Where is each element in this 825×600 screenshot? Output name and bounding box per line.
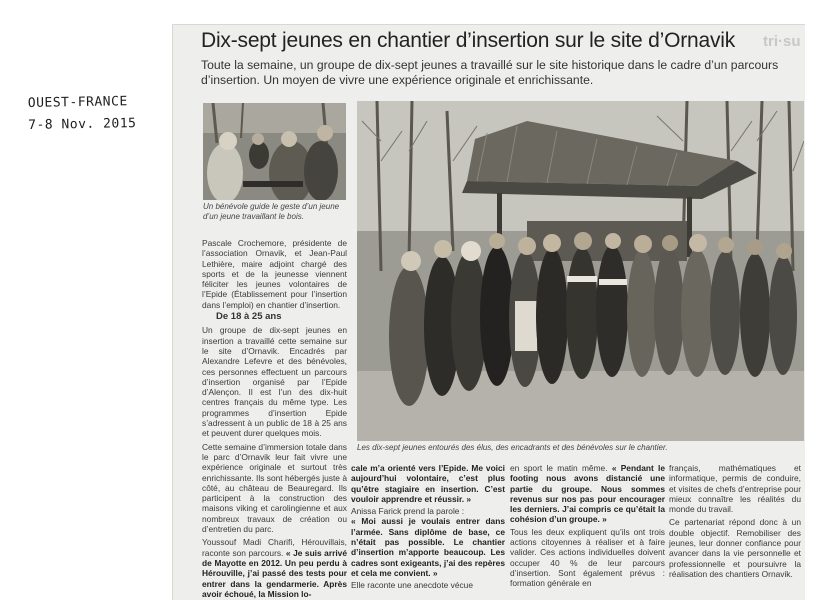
group-photo — [357, 101, 804, 441]
paragraph: Tous les deux expliquent qu’ils ont trois actions citoyennes à réaliser et à faire valider. Ces actions individuelles doivent occuper 40 % de leur parcours d’insertion. Sont également prévus : formation générale en — [510, 526, 665, 589]
paragraph: Ce partenariat répond donc à un double objectif. Remobiliser des jeunes, leur donner confiance pour avancer dans la vie personnelle et professionnelle et poursuivre la réalisation des chantiers Ornavik. — [669, 517, 801, 579]
paragraph: Un groupe de dix-sept jeunes en insertion a travaillé cette semaine sur le site d’Ornavik. Encadrés par Alexandre Lefevre et des bénévoles, ces personnes effectuent un parcours d’insertion organisé par l’Epide d’Alençon. Il est l’un des dix-huit centres français du même type. Les programmes d’insertion Epide s’adressent à un public de 18 à 25 ans et peuvent durer quelques mois. — [202, 325, 347, 439]
paragraph-lead: Youssouf Madi Charifi, Hérouvillais, raconte son parcours. — [202, 537, 347, 558]
article-intro: Toute la semaine, un groupe de dix-sept jeunes a travaillé sur le site historique dans le cadre d’un parcours d’insertion. Un moyen de vivre une expérience originale et enrichissante. — [201, 58, 779, 87]
annotation-newspaper-name: OUEST-FRANCE — [27, 94, 128, 111]
group-photo-caption: Les dix-sept jeunes entourés des élus, des encadrants et des bénévoles sur le chantier. — [357, 443, 668, 452]
annotation-date: 7-8 Nov. 2015 — [28, 116, 137, 133]
quote: « Je suis arrivé de Mayotte en 2012. Un peu perdu à Hérouville, j’ai passé des tests pour entrer dans la gendarmerie. Après avoir échoué, la Mission lo- — [202, 547, 347, 599]
newspaper-clipping — [172, 24, 805, 600]
woodworking-photo-image — [203, 103, 346, 200]
article-column-3 — [510, 463, 665, 589]
quote: « Moi aussi je voulais entrer dans l’armée. Sans diplôme de base, ce n’était pas possible. Le chantier d’insertion m’apporte beaucoup. Les cadres sont exigeants, j’ai des repères et cela me convient. » — [351, 516, 505, 578]
paragraph — [202, 537, 347, 599]
article-title: Dix-sept jeunes en chantier d’insertion sur le site d’Ornavik — [201, 29, 736, 52]
handwritten-annotation — [28, 91, 137, 137]
paragraph: Elle raconte une anecdote vécue — [351, 580, 473, 591]
article-column-1 — [202, 238, 347, 599]
paragraph — [510, 463, 665, 525]
section-subheading: De 18 à 25 ans — [216, 311, 282, 323]
paragraph: français, mathématiques et informatique, permis de conduire, et visites de chefs d’entreprise pour mieux connaître les réalités du monde du travail. — [669, 463, 801, 515]
bleed-through-text: tri·su — [763, 33, 801, 50]
paragraph-lead: en sport le matin même. — [510, 463, 608, 473]
small-photo — [203, 103, 346, 200]
group-photo-image — [357, 101, 804, 441]
paragraph: Pascale Crochemore, présidente de l’association Ornavik, et Jean-Paul Lethière, maire adjoint chargé des sports et de la jeunesse viennent féliciter les jeunes volontaires de l’Epide (Établissement pour l’insertion dans l’emploi) en chantier d’insertion. — [202, 238, 347, 310]
paragraph: Cette semaine d’immersion totale dans le parc d’Ornavik leur fait vivre une expérience originale et surtout très enrichissante. Ils sont hébergés juste à côté, au château de Beauregard. Ils participent à la construction des maisons viking et carolingienne et aux nombreux travaux de création ou d’entretien du parc. — [202, 441, 347, 535]
article-column-4 — [669, 463, 801, 579]
paragraph: Anissa Farick prend la parole : — [351, 506, 465, 517]
small-photo-caption: Un bénévole guide le geste d’un jeune d’un jeune travaillant le bois. — [203, 202, 340, 221]
quote: cale m’a orienté vers l’Epide. Me voici aujourd’hui volontaire, c’est plus qu’être stagiaire en insertion. C’est vouloir apprendre et réussir. » — [351, 463, 505, 504]
article-column-2 — [351, 463, 505, 591]
quote: « Pendant le footing nous avons distancié une partie du groupe. Nous sommes revenus sur nos pas pour encourager les derniers. J’ai compris ce qu’était la cohésion d’un groupe. » — [510, 463, 665, 525]
